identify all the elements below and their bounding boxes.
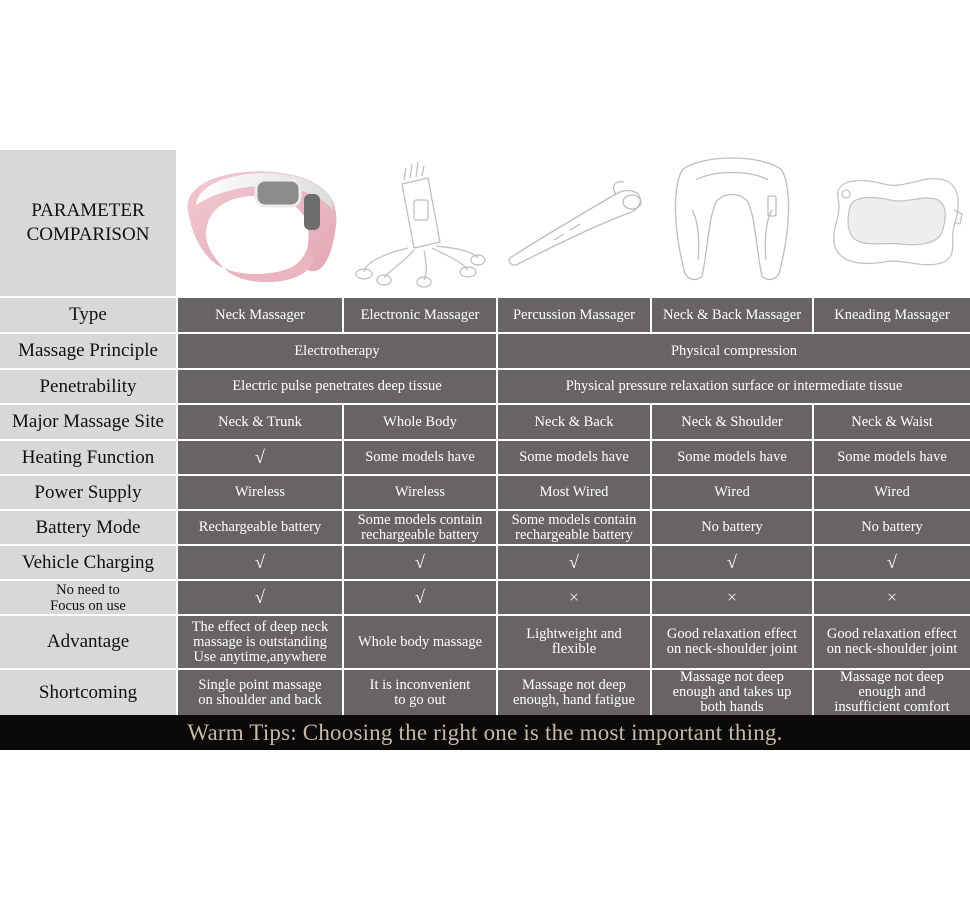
table-cell: Percussion Massager xyxy=(498,298,650,332)
row-label: Power Supply xyxy=(0,476,176,509)
table-cell: Single point massage on shoulder and back xyxy=(178,670,342,715)
table-cell: Most Wired xyxy=(498,476,650,509)
row-label: Massage Principle xyxy=(0,334,176,368)
row-label: Vehicle Charging xyxy=(0,546,176,579)
table-cell: Physical pressure relaxation surface or intermediate tissue xyxy=(498,370,970,403)
neck-back-massager-sketch-icon xyxy=(652,150,812,296)
table-cell: √ xyxy=(344,581,496,614)
table-cell: Whole body massage xyxy=(344,616,496,668)
table-cell: Whole Body xyxy=(344,405,496,439)
table-cell: No battery xyxy=(652,511,812,544)
table-cell: √ xyxy=(814,546,970,579)
row-label: Shortcoming xyxy=(0,670,176,715)
row-label: Heating Function xyxy=(0,441,176,474)
table-cell: Neck & Trunk xyxy=(178,405,342,439)
kneading-massager-sketch-icon xyxy=(814,150,970,296)
table-cell: Some models have xyxy=(498,441,650,474)
row-label: Penetrability xyxy=(0,370,176,403)
table-cell: Wired xyxy=(652,476,812,509)
table-cell: Wired xyxy=(814,476,970,509)
table-cell: × xyxy=(814,581,970,614)
pink-neck-massager-photo xyxy=(178,150,342,296)
table-cell: × xyxy=(652,581,812,614)
table-cell: The effect of deep neck massage is outstanding Use anytime,anywhere xyxy=(178,616,342,668)
table-cell: Neck & Waist xyxy=(814,405,970,439)
table-cell: √ xyxy=(178,581,342,614)
table-cell: Some models contain rechargeable battery xyxy=(344,511,496,544)
table-cell: Electric pulse penetrates deep tissue xyxy=(178,370,496,403)
table-cell: No battery xyxy=(814,511,970,544)
table-cell: Electrotherapy xyxy=(178,334,496,368)
table-cell: Wireless xyxy=(178,476,342,509)
table-cell: It is inconvenient to go out xyxy=(344,670,496,715)
table-cell: Good relaxation effect on neck-shoulder joint xyxy=(814,616,970,668)
table-cell: Neck & Shoulder xyxy=(652,405,812,439)
table-cell: Electronic Massager xyxy=(344,298,496,332)
table-cell: √ xyxy=(344,546,496,579)
table-cell: Rechargeable battery xyxy=(178,511,342,544)
table-cell: Kneading Massager xyxy=(814,298,970,332)
table-cell: Massage not deep enough, hand fatigue xyxy=(498,670,650,715)
table-cell: √ xyxy=(178,441,342,474)
table-cell: Neck & Back Massager xyxy=(652,298,812,332)
table-cell: Some models have xyxy=(652,441,812,474)
row-label: Battery Mode xyxy=(0,511,176,544)
row-label: Advantage xyxy=(0,616,176,668)
table-cell: √ xyxy=(178,546,342,579)
table-cell: Physical compression xyxy=(498,334,970,368)
table-cell: Massage not deep enough and takes up both hands xyxy=(652,670,812,715)
table-cell: Wireless xyxy=(344,476,496,509)
table-cell: Neck & Back xyxy=(498,405,650,439)
header-parameter-comparison: PARAMETER COMPARISON xyxy=(0,150,176,296)
table-cell: Good relaxation effect on neck-shoulder joint xyxy=(652,616,812,668)
table-cell: Massage not deep enough and insufficient comfort xyxy=(814,670,970,715)
table-cell: Some models contain rechargeable battery xyxy=(498,511,650,544)
table-cell: Some models have xyxy=(344,441,496,474)
table-cell: √ xyxy=(498,546,650,579)
electronic-massager-sketch-icon xyxy=(344,150,496,296)
table-cell: Lightweight and flexible xyxy=(498,616,650,668)
row-label: No need to Focus on use xyxy=(0,581,176,614)
table-cell: √ xyxy=(652,546,812,579)
table-cell: Some models have xyxy=(814,441,970,474)
percussion-massager-sketch-icon xyxy=(498,150,650,296)
table-cell: Neck Massager xyxy=(178,298,342,332)
row-label: Major Massage Site xyxy=(0,405,176,439)
table-cell: × xyxy=(498,581,650,614)
row-label: Type xyxy=(0,298,176,332)
footer-warm-tips: Warm Tips: Choosing the right one is the most important thing. xyxy=(0,715,970,750)
